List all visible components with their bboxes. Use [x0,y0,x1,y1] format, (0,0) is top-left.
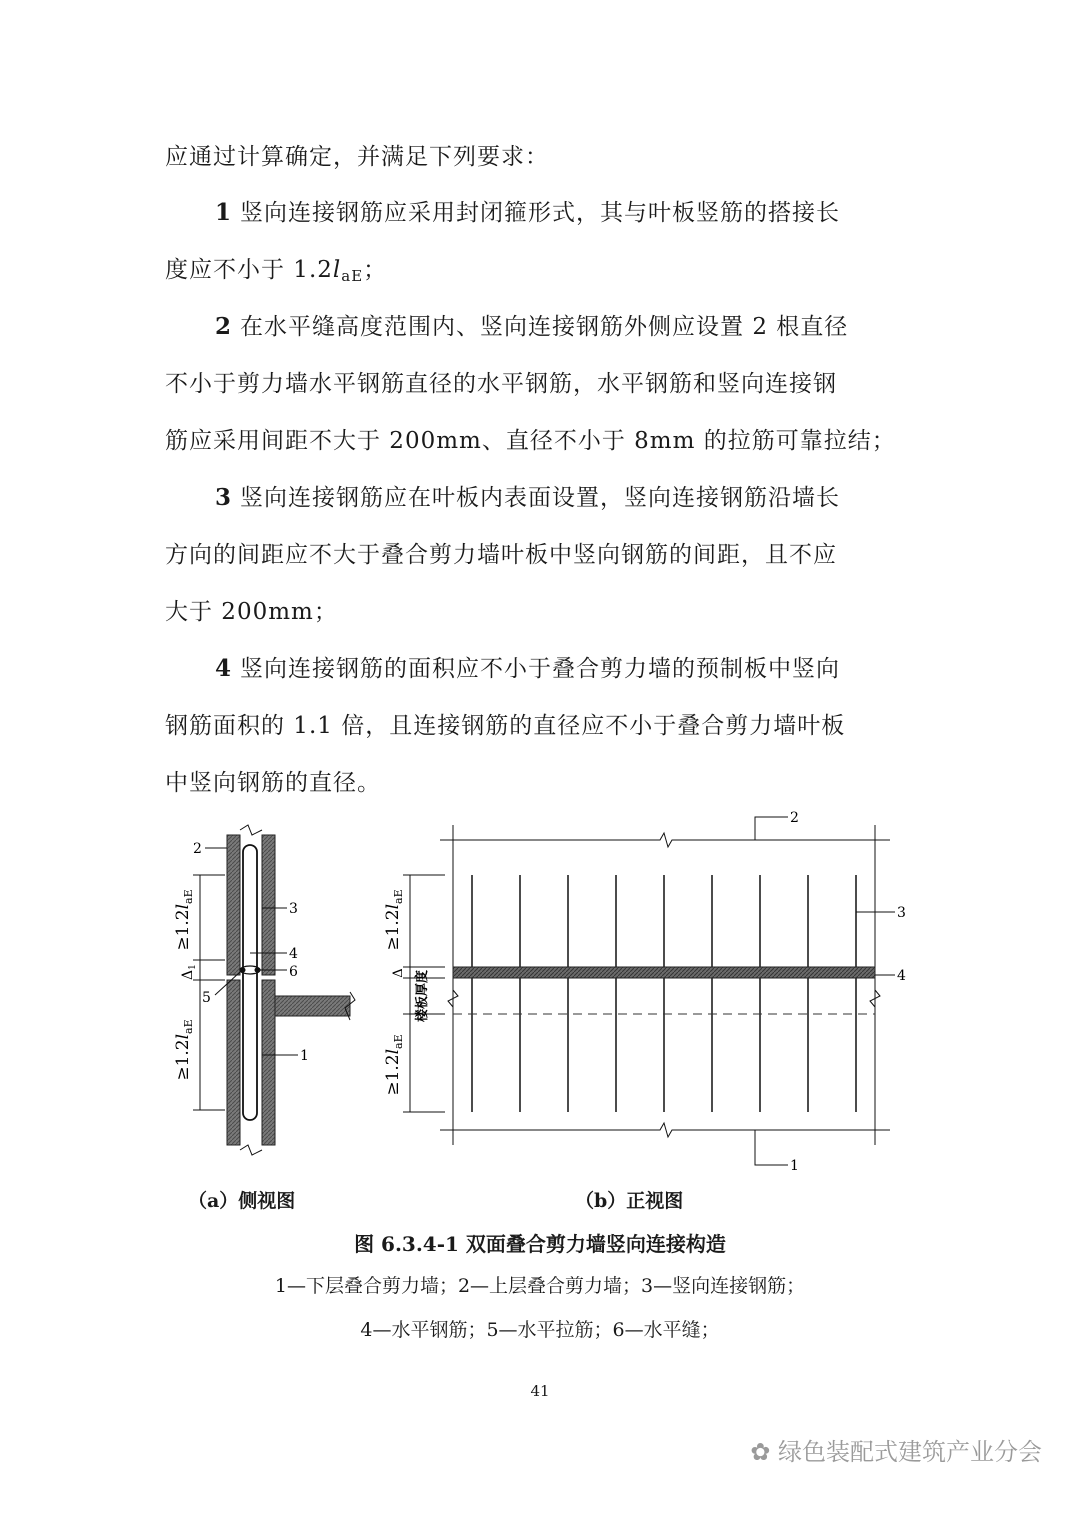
item-3-line-3: 大于 200mm； [165,599,338,625]
callout-5: 5 [202,990,211,1006]
delta-label: $\Delta_1$ [180,964,198,980]
item-4-line-2: 钢筋面积的 1.1 倍，且连接钢筋的直径应不小于叠合剪力墙叶板 [165,713,846,739]
lower-leaf-right [262,980,275,1145]
vertical-rebars [472,875,856,1112]
callout-1: 1 [790,1158,799,1174]
item-text: 竖向连接钢筋应在叶板内表面设置，竖向连接钢筋沿墙长 [240,485,841,511]
item-3-line-2: 方向的间距应不大于叠合剪力墙叶板中竖向钢筋的间距，且不应 [165,542,837,568]
slab-thickness-label: 楼板厚度 [415,969,430,1023]
upper-leaf-right [262,835,275,975]
callout-3: 3 [897,905,906,921]
callout-2: 2 [790,810,799,826]
item-number: 1 [215,199,233,226]
figure-side-view [160,820,380,1160]
dim-bottom-label: $\ge 1.2l_{aE}$ [383,1034,405,1096]
item-1-line-1 [215,198,840,228]
callout-6: 6 [289,964,298,980]
bottom-break-line [440,1123,890,1137]
intro-line: 应通过计算确定，并满足下列要求： [165,144,549,170]
callout-4: 4 [897,968,906,984]
item-number: 3 [215,484,233,511]
page-number: 41 [530,1382,550,1400]
item-2-line-1 [215,312,848,342]
dim-top-label: $\ge 1.2l_{aE}$ [383,889,405,951]
callout-2: 2 [193,841,202,857]
item-number: 2 [215,313,233,340]
delta-label: Δ [391,968,406,978]
figure-legend-line-1: 1—下层叠合剪力墙；2—上层叠合剪力墙；3—竖向连接钢筋； [274,1275,806,1297]
floor-slab [275,996,350,1016]
top-break-line [440,833,890,847]
figure-title: 图 6.3.4-1 双面叠合剪力墙竖向连接构造 [354,1232,726,1256]
item-4-line-3: 中竖向钢筋的直径。 [165,770,381,796]
item-2-line-2: 不小于剪力墙水平钢筋直径的水平钢筋，水平钢筋和竖向连接钢 [165,371,837,397]
closed-stirrup [243,845,257,1120]
l-symbol: l [332,257,342,283]
upper-leaf-left [227,835,240,975]
item-text: 竖向连接钢筋应采用封闭箍形式，其与叶板竖筋的搭接长 [240,200,841,226]
figure-front-view [370,800,915,1185]
item-3-line-1 [215,483,840,513]
item-text: 在水平缝高度范围内、竖向连接钢筋外侧应设置 2 根直径 [240,314,849,340]
horizontal-joint-band [453,967,875,978]
dim-bottom-label: $\ge 1.2l_{aE}$ [173,1019,195,1081]
item-text: 度应不小于 1.2 [165,257,333,283]
callout-1: 1 [300,1048,309,1064]
item-number: 4 [215,655,233,682]
wechat-icon: ✿ [750,1438,771,1466]
break-mark [240,1145,262,1155]
item-text: 竖向连接钢筋的面积应不小于叠合剪力墙的预制板中竖向 [240,656,841,682]
item-4-line-1 [215,654,840,684]
subcaption-a: （a）侧视图 [188,1190,296,1212]
callout-4: 4 [289,946,298,962]
watermark [750,1432,1042,1467]
lower-leaf-left [227,980,240,1145]
break-mark [240,825,262,835]
callout-3: 3 [289,901,298,917]
watermark-text: 绿色装配式建筑产业分会 [778,1438,1042,1466]
item-1-line-2 [165,255,387,291]
item-2-line-3: 筋应采用间距不大于 200mm、直径不小于 8mm 的拉筋可靠拉结； [165,428,896,454]
subscript: aE [341,267,364,285]
dim-top-label: $\ge 1.2l_{aE}$ [173,889,195,951]
subcaption-b: （b）正视图 [575,1190,684,1212]
item-text: ； [363,257,388,283]
figure-legend-line-2: 4—水平钢筋；5—水平拉筋；6—水平缝； [360,1319,720,1341]
